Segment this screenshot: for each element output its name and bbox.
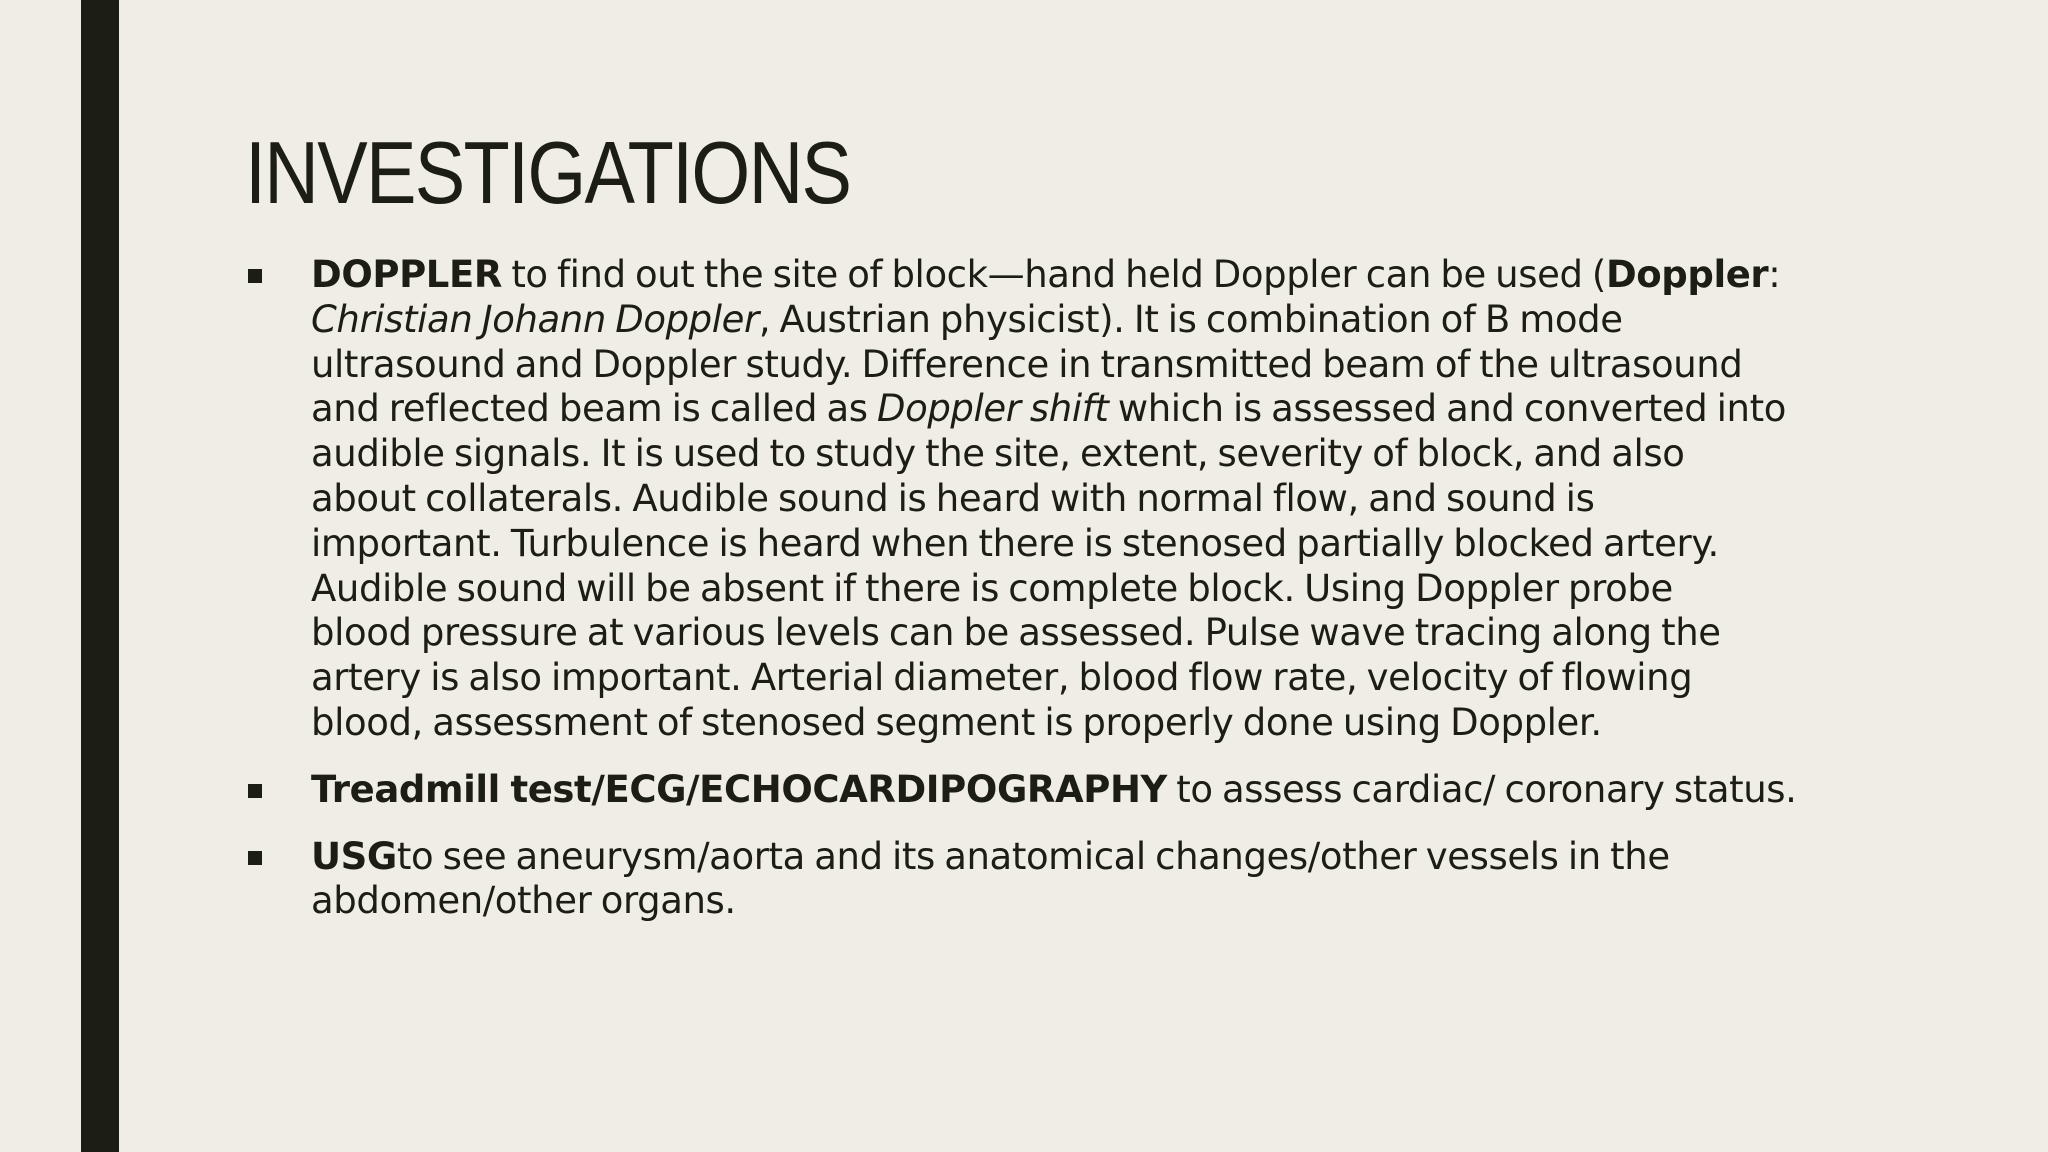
bold-term: DOPPLER bbox=[311, 253, 502, 296]
italic-term: Doppler shift bbox=[877, 387, 1109, 431]
text-run: which is assessed and converted into bbox=[1108, 387, 1786, 431]
bullet-doppler bbox=[245, 253, 1845, 746]
square-bullet-icon bbox=[248, 784, 262, 798]
bullet-line: Audible sound will be absent if there is complete block. Using Doppler probe bbox=[311, 566, 1673, 610]
bullet-line: blood pressure at various levels can be assessed. Pulse wave tracing along the bbox=[311, 611, 1721, 655]
bullet-line: ultrasound and Doppler study. Difference in transmitted beam of the ultrasound bbox=[311, 342, 1743, 386]
text-run: to find out the site of block—hand held Doppler can be used ( bbox=[501, 253, 1606, 296]
bullet-line bbox=[311, 835, 1845, 880]
bullet-line: artery is also important. Arterial diameter, blood flow rate, velocity of flowing bbox=[311, 656, 1693, 700]
side-accent-bar bbox=[81, 0, 119, 1152]
bold-term: Treadmill test/ECG/ECHOCARDIPOGRAPHY bbox=[311, 767, 1167, 811]
bullet-line: about collaterals. Audible sound is heard with normal flow, and sound is bbox=[311, 476, 1595, 520]
bullet-line: abdomen/other organs. bbox=[311, 879, 736, 923]
bullet-line: audible signals. It is used to study the site, extent, severity of block, and also bbox=[311, 432, 1685, 476]
bullet-treadmill bbox=[245, 768, 1845, 813]
text-run: : bbox=[1768, 253, 1781, 296]
bold-term: Doppler bbox=[1605, 253, 1769, 296]
text-run: to assess cardiac/ coronary status. bbox=[1166, 767, 1797, 811]
bullet-list bbox=[245, 253, 1845, 946]
text-run: to see aneurysm/aorta and its anatomical changes/other vessels in the bbox=[396, 834, 1670, 878]
bullet-line bbox=[311, 298, 1845, 343]
square-bullet-icon bbox=[248, 851, 262, 865]
bullet-line bbox=[311, 768, 1845, 813]
italic-term: Christian Johann Doppler bbox=[311, 297, 759, 341]
bullet-line bbox=[311, 253, 1845, 298]
bullet-line: important. Turbulence is heard when there is stenosed partially blocked artery. bbox=[311, 521, 1719, 565]
bullet-line bbox=[311, 387, 1845, 432]
bold-term: USG bbox=[311, 834, 397, 878]
text-run: , Austrian physicist). It is combination of B mode bbox=[758, 297, 1623, 341]
square-bullet-icon bbox=[248, 269, 262, 283]
slide-title: INVESTIGATIONS bbox=[245, 123, 851, 222]
text-run: and reflected beam is called as bbox=[311, 387, 878, 431]
bullet-usg bbox=[245, 835, 1845, 925]
bullet-line: blood, assessment of stenosed segment is properly done using Doppler. bbox=[311, 700, 1602, 744]
